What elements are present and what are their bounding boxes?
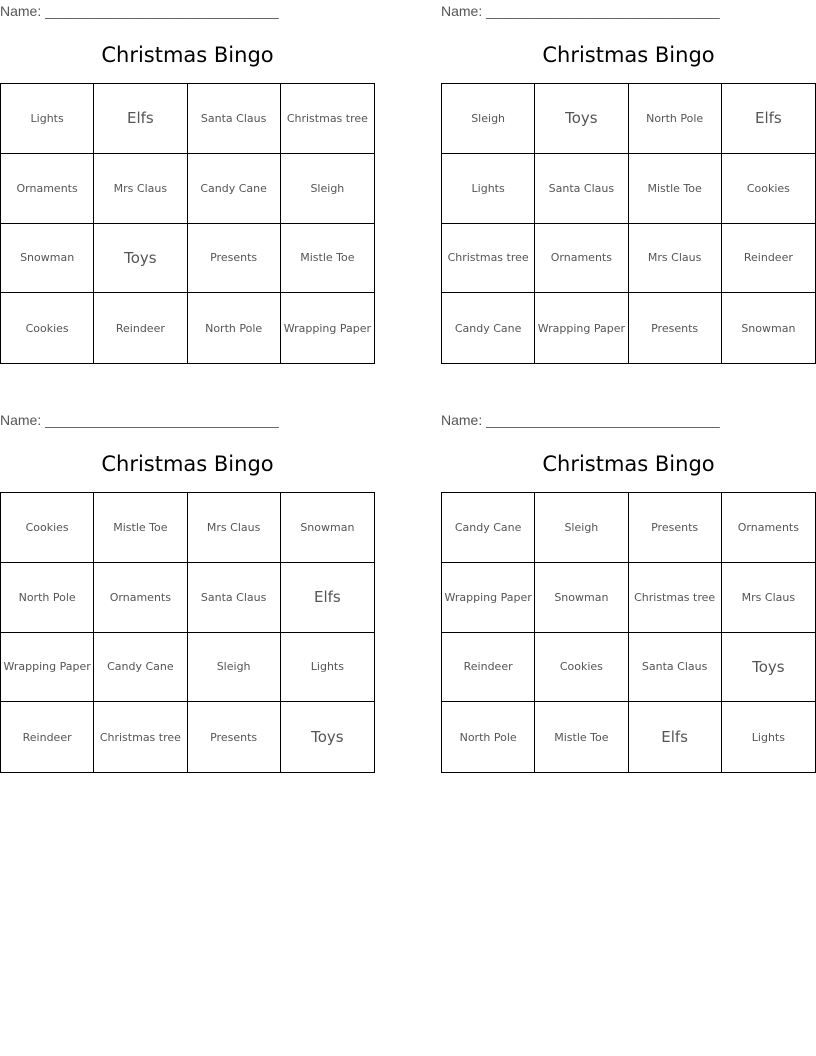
bingo-cell: Elfs bbox=[722, 84, 815, 154]
bingo-cell: Christmas tree bbox=[442, 224, 535, 294]
bingo-cell: Mistle Toe bbox=[629, 154, 722, 224]
bingo-cell: Presents bbox=[188, 702, 281, 772]
bingo-cell: Wrapping Paper bbox=[1, 633, 94, 703]
bingo-cell: Presents bbox=[629, 493, 722, 563]
bingo-cell: Reindeer bbox=[94, 293, 187, 363]
bingo-cell: Candy Cane bbox=[442, 493, 535, 563]
bingo-card-4 bbox=[441, 409, 816, 774]
bingo-cell: Sleigh bbox=[188, 633, 281, 703]
bingo-cell: Lights bbox=[442, 154, 535, 224]
bingo-cell: Santa Claus bbox=[629, 633, 722, 703]
bingo-cell: Mistle Toe bbox=[94, 493, 187, 563]
bingo-card-1 bbox=[0, 0, 375, 365]
bingo-cell: Mrs Claus bbox=[722, 563, 815, 633]
bingo-cell: Candy Cane bbox=[188, 154, 281, 224]
bingo-cell: Ornaments bbox=[94, 563, 187, 633]
bingo-cell: Lights bbox=[281, 633, 374, 703]
bingo-cell: Wrapping Paper bbox=[535, 293, 628, 363]
bingo-cell: Sleigh bbox=[281, 154, 374, 224]
bingo-cell: Sleigh bbox=[442, 84, 535, 154]
bingo-cell: Ornaments bbox=[535, 224, 628, 294]
bingo-cell: Sleigh bbox=[535, 493, 628, 563]
bingo-cell: Mistle Toe bbox=[535, 702, 628, 772]
bingo-cell: North Pole bbox=[629, 84, 722, 154]
bingo-cell: Cookies bbox=[1, 293, 94, 363]
bingo-cell: Lights bbox=[1, 84, 94, 154]
bingo-cell: Ornaments bbox=[722, 493, 815, 563]
bingo-cell: Ornaments bbox=[1, 154, 94, 224]
bingo-cell: Santa Claus bbox=[188, 563, 281, 633]
bingo-card-2 bbox=[441, 0, 816, 365]
bingo-cell: Presents bbox=[188, 224, 281, 294]
bingo-cell: Candy Cane bbox=[94, 633, 187, 703]
card-title: Christmas Bingo bbox=[542, 43, 715, 67]
bingo-cell: Reindeer bbox=[1, 702, 94, 772]
bingo-cell: Cookies bbox=[722, 154, 815, 224]
bingo-card-3 bbox=[0, 409, 375, 774]
bingo-cell: Toys bbox=[535, 84, 628, 154]
name-field-label: Name: ______________________________ bbox=[441, 3, 720, 19]
name-field-label: Name: ______________________________ bbox=[441, 412, 720, 428]
bingo-cell: Christmas tree bbox=[281, 84, 374, 154]
bingo-cell: Snowman bbox=[741, 321, 796, 335]
bingo-cell: Reindeer bbox=[442, 633, 535, 703]
bingo-cell: Snowman bbox=[281, 493, 374, 563]
bingo-cell: North Pole bbox=[1, 563, 94, 633]
bingo-cell: Toys bbox=[722, 633, 815, 703]
bingo-cell: Cookies bbox=[1, 493, 94, 563]
bingo-cell: North Pole bbox=[442, 702, 535, 772]
bingo-cell: Wrapping Paper bbox=[283, 321, 372, 335]
card-title: Christmas Bingo bbox=[542, 452, 715, 476]
bingo-cell: Reindeer bbox=[722, 224, 815, 294]
bingo-cell: Snowman bbox=[1, 224, 94, 294]
bingo-cell: Mrs Claus bbox=[94, 154, 187, 224]
bingo-cell: North Pole bbox=[188, 293, 281, 363]
bingo-grid bbox=[441, 492, 816, 773]
card-title: Christmas Bingo bbox=[101, 452, 274, 476]
bingo-cell: Mrs Claus bbox=[629, 224, 722, 294]
bingo-cell: Elfs bbox=[94, 84, 187, 154]
bingo-cell: Toys bbox=[94, 224, 187, 294]
bingo-cell: Elfs bbox=[629, 702, 722, 772]
bingo-cell: Lights bbox=[751, 730, 785, 744]
bingo-cell: Christmas tree bbox=[94, 702, 187, 772]
bingo-cell: Candy Cane bbox=[442, 293, 535, 363]
bingo-grid bbox=[0, 83, 375, 364]
card-title: Christmas Bingo bbox=[101, 43, 274, 67]
name-field-label: Name: ______________________________ bbox=[0, 412, 279, 428]
name-field-label: Name: ______________________________ bbox=[0, 3, 279, 19]
bingo-grid bbox=[0, 492, 375, 773]
bingo-grid bbox=[441, 83, 816, 364]
bingo-cell: Wrapping Paper bbox=[442, 563, 535, 633]
bingo-cell: Mrs Claus bbox=[188, 493, 281, 563]
bingo-cell: Santa Claus bbox=[535, 154, 628, 224]
bingo-cell: Christmas tree bbox=[629, 563, 722, 633]
bingo-cell: Cookies bbox=[535, 633, 628, 703]
bingo-cell: Santa Claus bbox=[188, 84, 281, 154]
bingo-cell: Mistle Toe bbox=[281, 224, 374, 294]
bingo-cell: Elfs bbox=[281, 563, 374, 633]
bingo-cell: Snowman bbox=[535, 563, 628, 633]
bingo-cell: Presents bbox=[629, 293, 722, 363]
bingo-cell: Toys bbox=[311, 728, 344, 747]
